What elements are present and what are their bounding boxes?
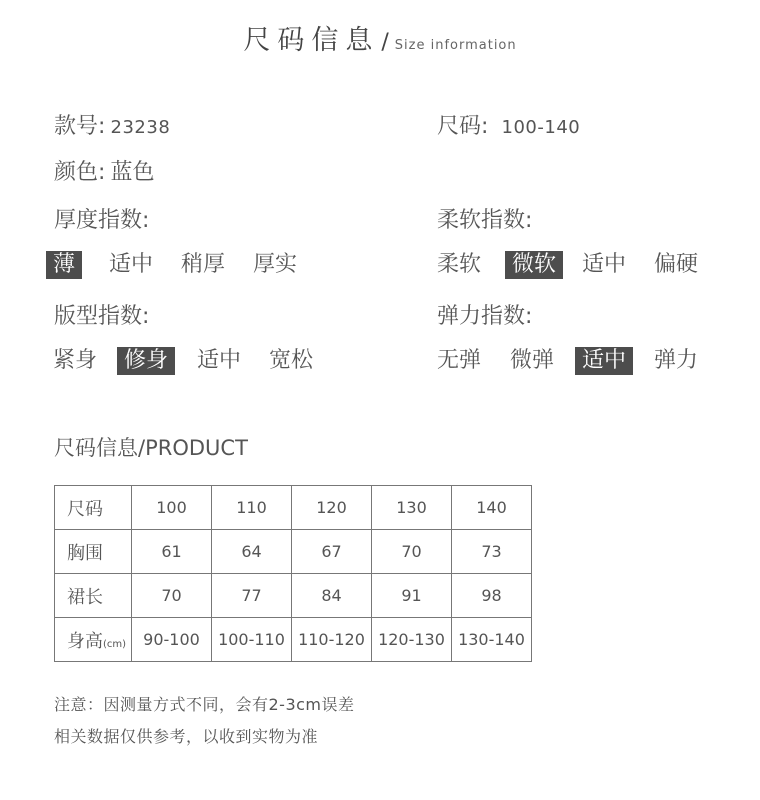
thickness-option-slightly-thick: 稍厚 bbox=[181, 252, 226, 277]
table-cell: 110 bbox=[212, 486, 292, 530]
size-range-label: 尺码: bbox=[437, 114, 489, 139]
softness-label: 柔软指数: bbox=[437, 208, 533, 233]
softness-option-slightly-soft: 微软 bbox=[505, 251, 563, 279]
size-table bbox=[54, 485, 532, 662]
table-cell: 67 bbox=[292, 530, 372, 574]
row-header-height bbox=[55, 618, 132, 662]
table-cell: 120-130 bbox=[372, 618, 452, 662]
style-number-row bbox=[54, 109, 170, 140]
table-row bbox=[55, 530, 532, 574]
title-separator: / bbox=[381, 30, 389, 55]
softness-option-stiff: 偏硬 bbox=[654, 252, 699, 277]
table-cell: 140 bbox=[452, 486, 532, 530]
product-size-title: 尺码信息/PRODUCT bbox=[54, 436, 248, 460]
thickness-label: 厚度指数: bbox=[54, 208, 150, 233]
table-cell: 90-100 bbox=[132, 618, 212, 662]
thickness-option-thick: 厚实 bbox=[253, 252, 298, 277]
fit-label: 版型指数: bbox=[54, 304, 150, 329]
row-header-label: 裙长 bbox=[67, 586, 103, 608]
page-title-english: Size information bbox=[394, 38, 517, 53]
style-number-value: 23238 bbox=[110, 117, 171, 138]
note-measurement: 注意：因测量方式不同，会有2-3cm误差 bbox=[54, 695, 355, 714]
fit-option-tight: 紧身 bbox=[53, 348, 98, 373]
table-cell: 130 bbox=[372, 486, 452, 530]
table-cell: 84 bbox=[292, 574, 372, 618]
color-value: 蓝色 bbox=[110, 160, 155, 185]
table-cell: 73 bbox=[452, 530, 532, 574]
table-row bbox=[55, 618, 532, 662]
row-header-label: 尺码 bbox=[67, 498, 103, 520]
thickness-option-thin: 薄 bbox=[46, 251, 82, 279]
size-range-row bbox=[437, 109, 580, 140]
elasticity-option-stretch: 弹力 bbox=[654, 348, 699, 373]
softness-option-soft: 柔软 bbox=[437, 252, 482, 277]
softness-option-moderate: 适中 bbox=[582, 252, 627, 277]
table-cell: 100 bbox=[132, 486, 212, 530]
fit-option-slim: 修身 bbox=[117, 347, 175, 375]
table-cell: 61 bbox=[132, 530, 212, 574]
note-reference: 相关数据仅供参考，以收到实物为准 bbox=[54, 727, 319, 746]
table-cell: 110-120 bbox=[292, 618, 372, 662]
table-row bbox=[55, 574, 532, 618]
row-header-label: 胸围 bbox=[67, 542, 103, 564]
table-cell: 77 bbox=[212, 574, 292, 618]
row-header-skirt-length bbox=[55, 574, 132, 618]
row-header-unit: (cm) bbox=[103, 638, 127, 650]
table-row bbox=[55, 486, 532, 530]
table-cell: 130-140 bbox=[452, 618, 532, 662]
table-cell: 100-110 bbox=[212, 618, 292, 662]
elasticity-option-none: 无弹 bbox=[437, 348, 482, 373]
color-row bbox=[54, 155, 155, 186]
table-cell: 98 bbox=[452, 574, 532, 618]
fit-option-loose: 宽松 bbox=[269, 348, 314, 373]
table-cell: 64 bbox=[212, 530, 292, 574]
elasticity-label: 弹力指数: bbox=[437, 304, 533, 329]
row-header-label: 身高 bbox=[67, 630, 103, 652]
elasticity-option-slight: 微弹 bbox=[510, 348, 555, 373]
table-cell: 70 bbox=[372, 530, 452, 574]
thickness-option-moderate: 适中 bbox=[109, 252, 154, 277]
table-cell: 91 bbox=[372, 574, 452, 618]
elasticity-option-moderate: 适中 bbox=[575, 347, 633, 375]
color-label: 颜色: bbox=[54, 160, 106, 185]
table-cell: 70 bbox=[132, 574, 212, 618]
fit-option-regular: 适中 bbox=[197, 348, 242, 373]
page-title: 尺码信息 bbox=[243, 25, 380, 56]
page-header bbox=[0, 18, 760, 57]
row-header-size bbox=[55, 486, 132, 530]
style-number-label: 款号: bbox=[54, 114, 106, 139]
row-header-chest bbox=[55, 530, 132, 574]
table-cell: 120 bbox=[292, 486, 372, 530]
size-range-value: 100-140 bbox=[501, 117, 581, 138]
